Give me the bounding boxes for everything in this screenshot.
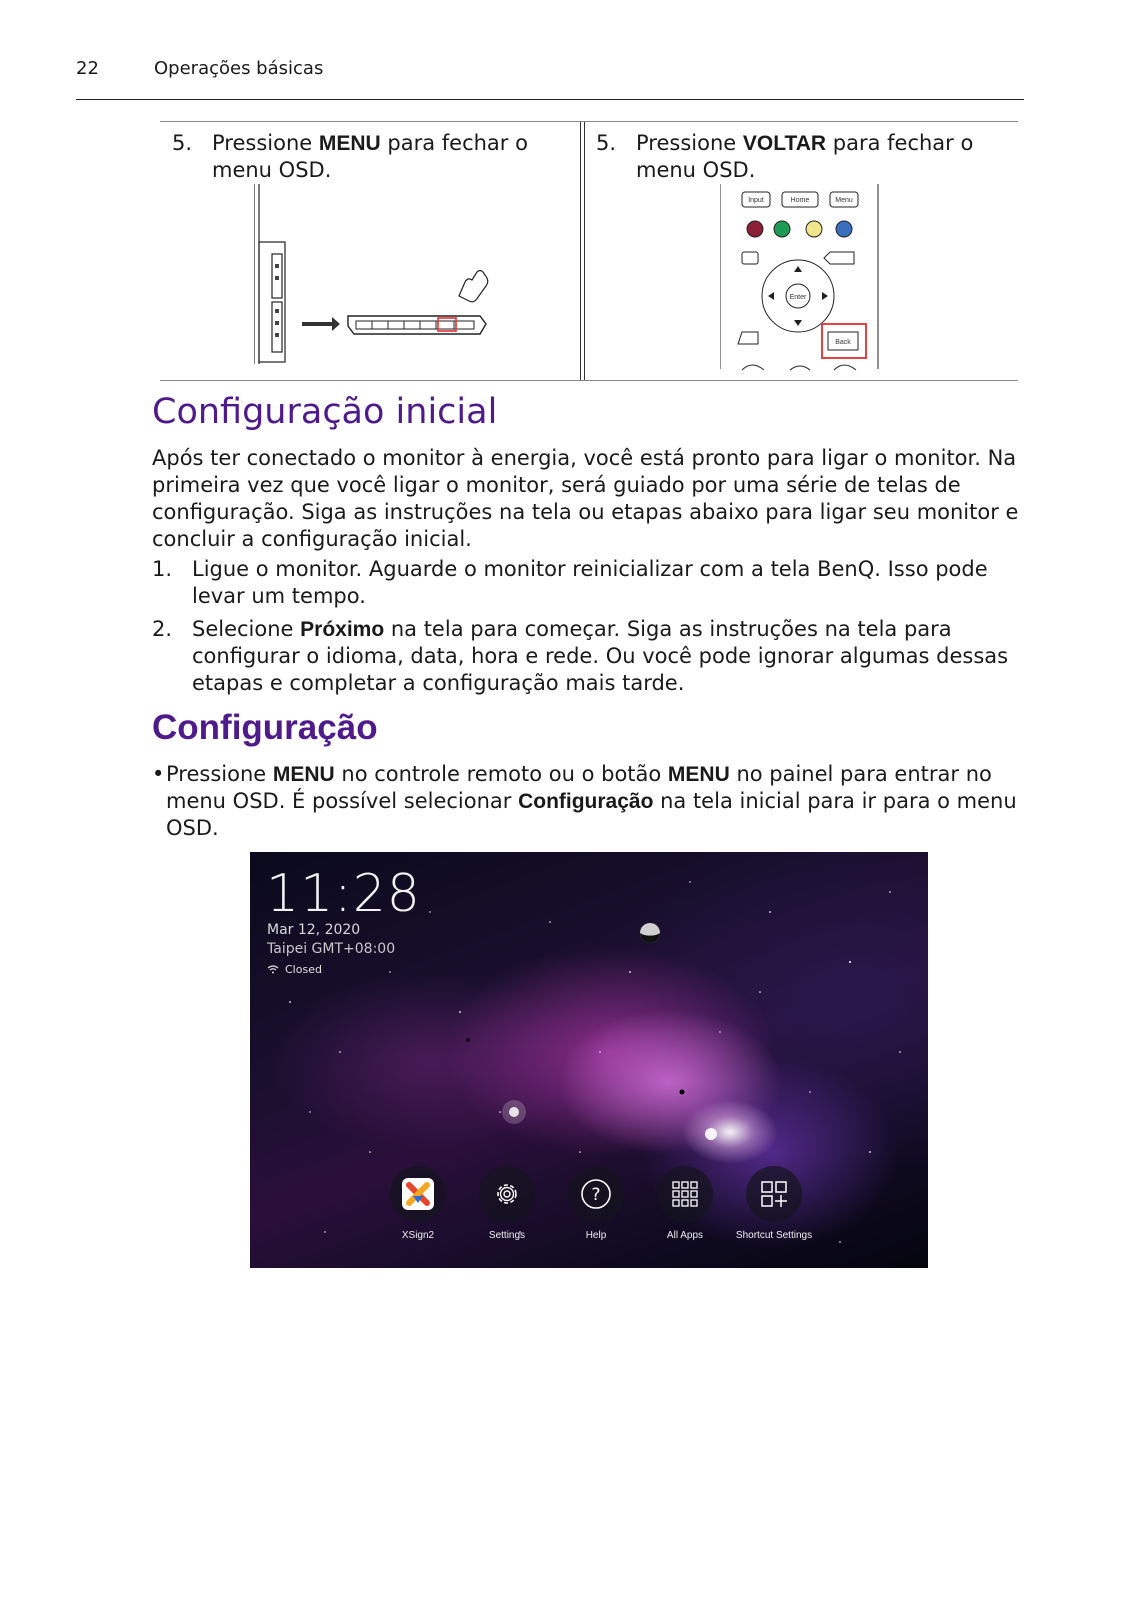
clock-time: 11:28: [266, 864, 421, 924]
wifi-icon: [267, 965, 279, 974]
app-all-apps[interactable]: All Apps: [635, 1166, 735, 1241]
app-help[interactable]: ? Help: [546, 1166, 646, 1241]
remote-home-label: Home: [790, 197, 810, 204]
heading-configuracao-inicial: Configuração inicial: [152, 392, 498, 432]
bullet-paragraph: • Pressione MENU no controle remoto ou o botão MENU no painel para entrar no menu OSD. É possível selecionar Configuração na tela inicial para ir para o menu OSD.: [152, 762, 1017, 840]
remote-enter-label: Enter: [789, 294, 807, 301]
heading-configuracao: Configuração: [152, 708, 378, 747]
timezone-label: Taipei GMT+08:00: [267, 941, 396, 957]
wifi-status: [267, 963, 322, 976]
app-xsign2[interactable]: XSign2: [368, 1166, 468, 1241]
shortcut-add-icon: [759, 1179, 789, 1209]
step-right: [596, 130, 1006, 184]
wifi-status-label: Closed: [285, 963, 322, 976]
intro-paragraph: Após ter conectado o monitor à energia, você está pronto para ligar o monitor. Na primeira vez que você ligar o monitor, será guiado por uma série de telas de configuração. Siga as instruções na tela ou etapas abaixo para ligar seu monitor e concluir a configuração inicial.: [152, 446, 1019, 551]
setup-steps-list: [152, 556, 1022, 703]
step-number: 5.: [596, 131, 617, 155]
remote-back-label: Back: [835, 339, 851, 346]
list-item: 1. Ligue o monitor. Aguarde o monitor reinicializar com a tela BenQ. Isso pode levar um tempo.: [152, 557, 988, 608]
step-text: Pressione MENU para fechar o menu OSD.: [212, 131, 528, 182]
steps-table: [160, 121, 1018, 381]
remote-input-label: Input: [748, 197, 764, 204]
list-item: 2. Selecione Próximo na tela para começar. Siga as instruções na tela para configurar o idioma, data, hora e rede. Ou você pode ignorar algumas dessas etapas e completar a configuração mais tarde.: [152, 617, 1009, 695]
table-divider: [580, 122, 585, 380]
home-screen-screenshot: [250, 852, 928, 1268]
app-shortcut-settings[interactable]: Shortcut Settings: [724, 1166, 824, 1241]
xsign2-icon: [400, 1176, 436, 1212]
step-left: [172, 130, 572, 184]
step-text: Pressione VOLTAR para fechar o menu OSD.: [636, 131, 974, 182]
section-title: Operações básicas: [154, 58, 324, 79]
clock-date: Mar 12, 2020: [267, 922, 361, 938]
page-number: 22: [76, 58, 99, 79]
remote-menu-label: Menu: [835, 197, 853, 204]
grid-icon: [670, 1179, 700, 1209]
app-settings[interactable]: Settings: [457, 1166, 557, 1241]
svg-text:?: ?: [591, 1185, 601, 1205]
step-number: 5.: [172, 131, 193, 155]
app-dock: [250, 1166, 928, 1241]
remote-control-illustration: [720, 184, 880, 374]
gear-icon: [492, 1179, 522, 1209]
page-header: [76, 55, 1024, 100]
monitor-panel-illustration: [254, 184, 514, 374]
help-icon: [579, 1177, 613, 1211]
